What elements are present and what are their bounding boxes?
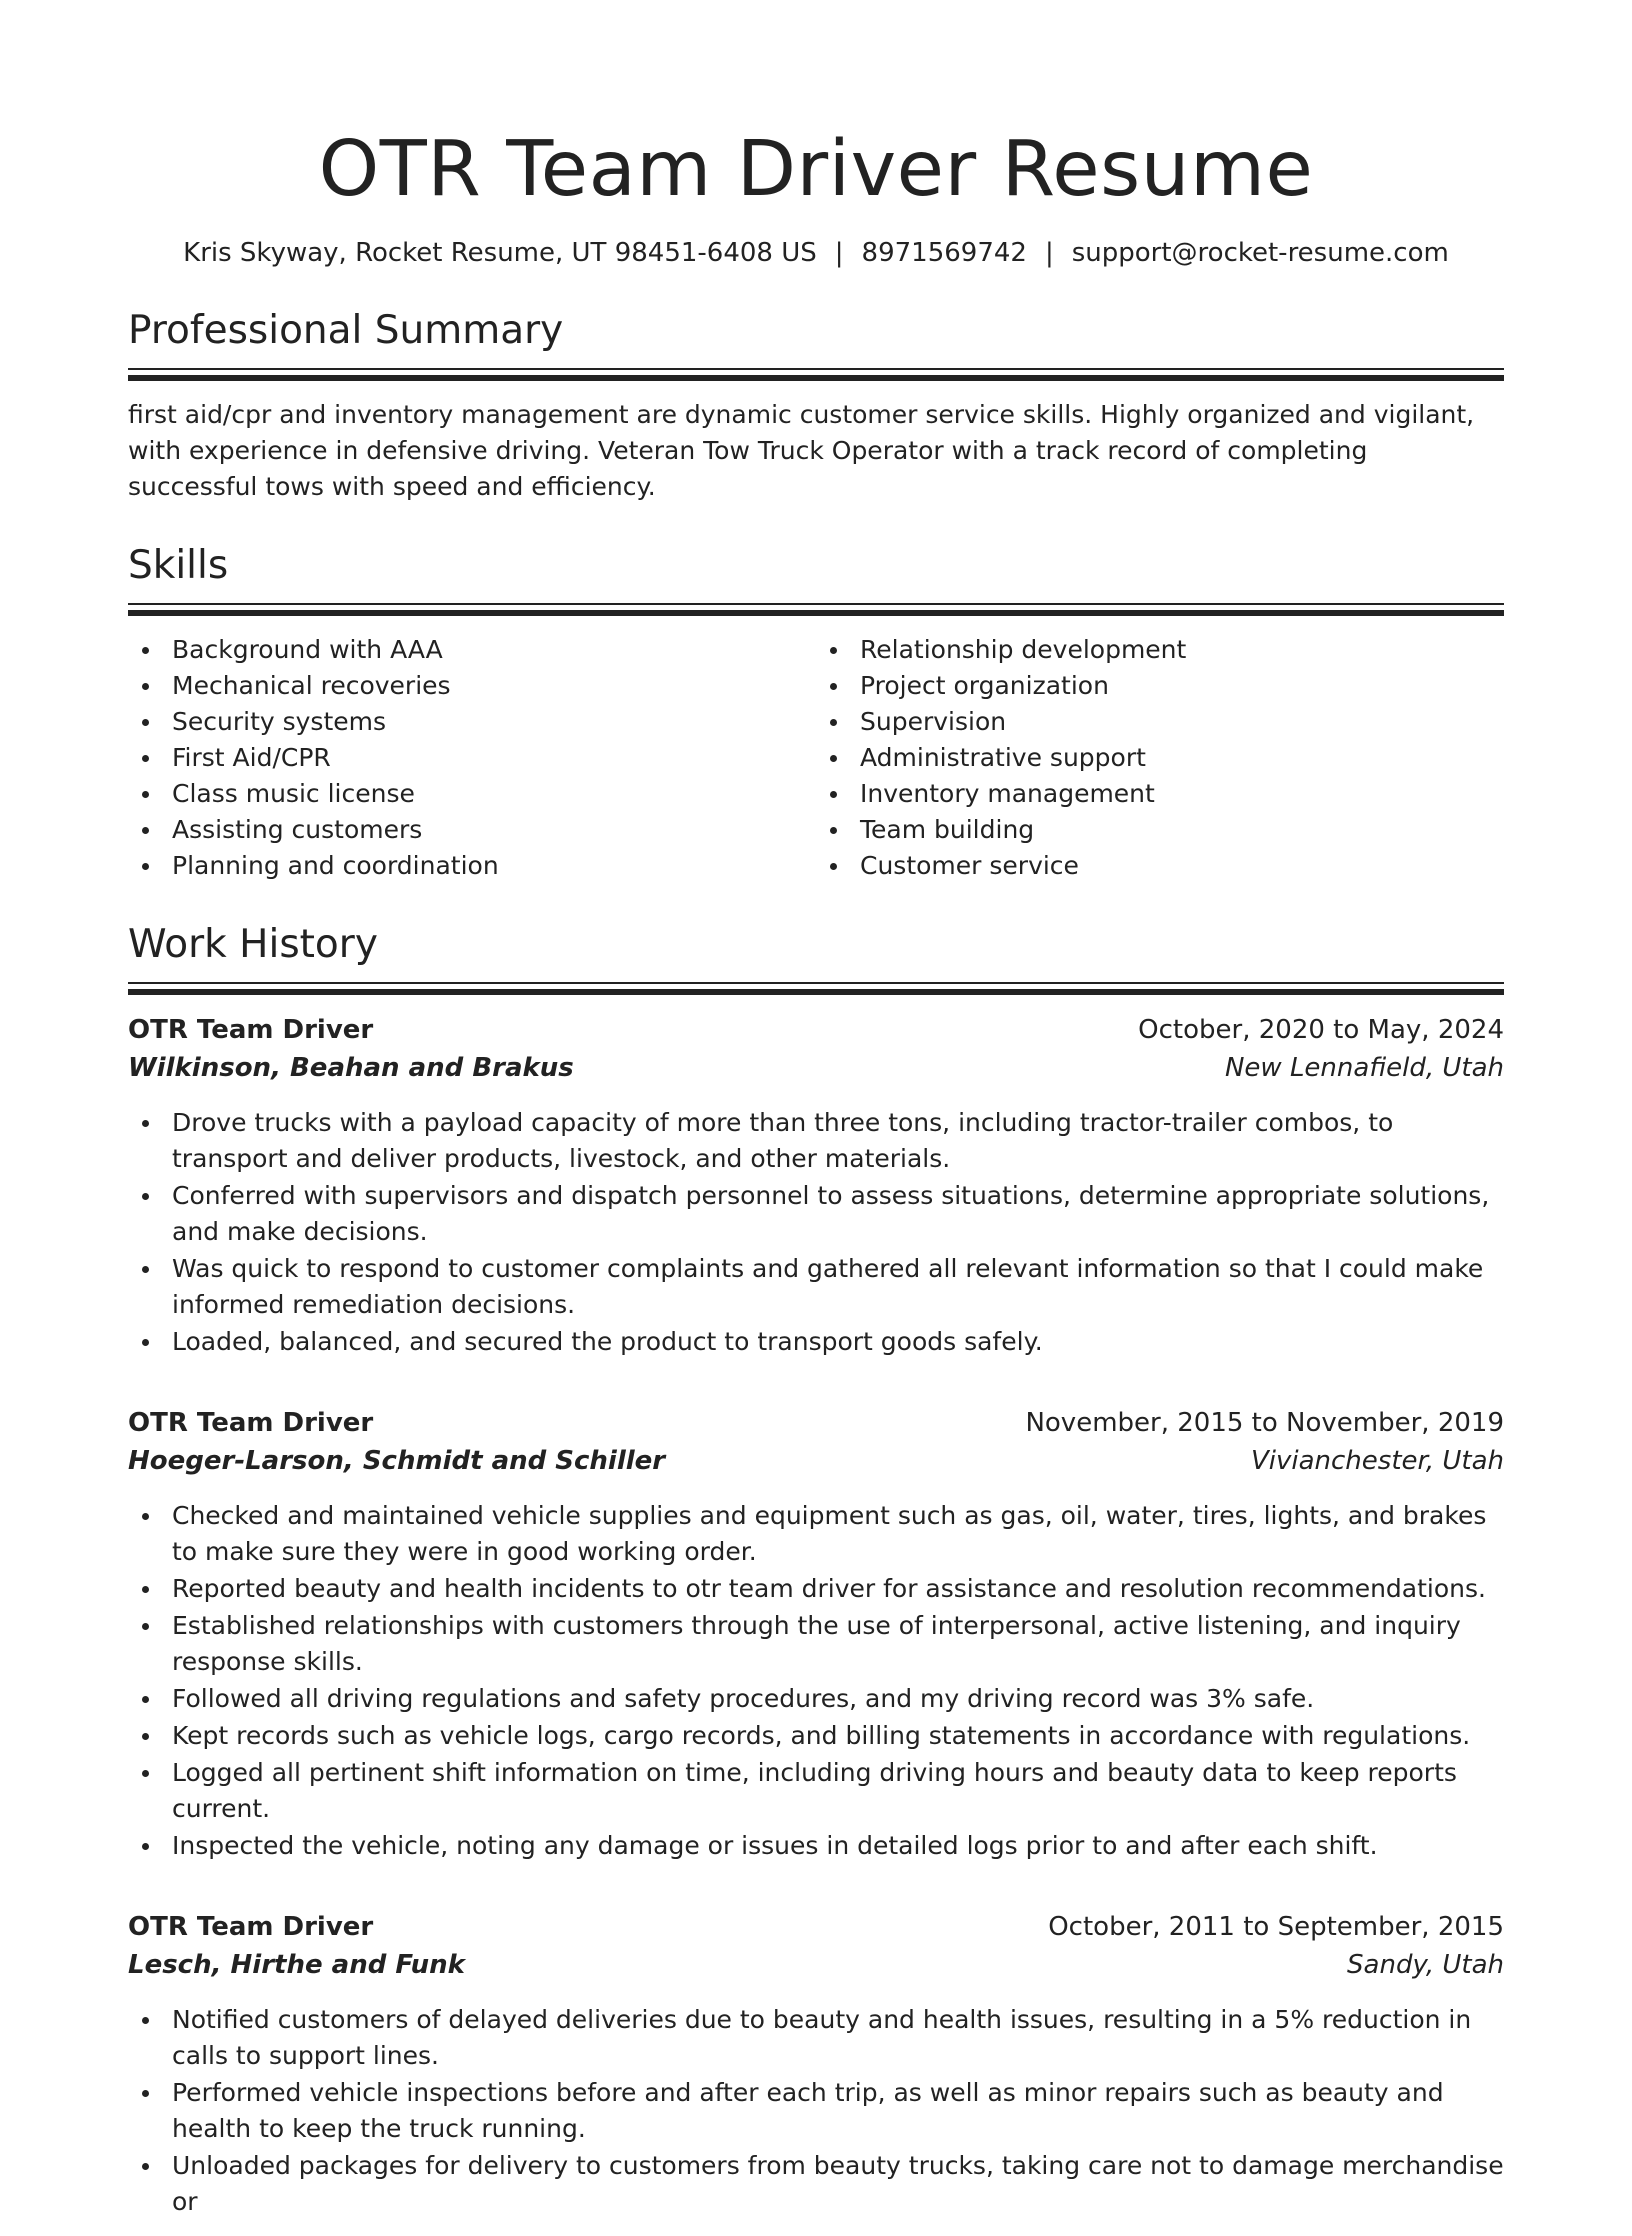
skill-item: Security systems — [128, 704, 816, 740]
job-title: OTR Team Driver — [128, 1408, 374, 1438]
skill-item: Inventory management — [816, 776, 1504, 812]
summary-text: first aid/cpr and inventory management are dynamic customer service skills. Highly organized and vigilant, with experience in defensive driving. Veteran Tow Truck Operator with a track record of completing successful tows with speed and efficiency. — [128, 400, 1475, 501]
skill-item: Customer service — [816, 848, 1504, 884]
job-bullet: Followed all driving regulations and safety procedures, and my driving record was 3% safe. — [128, 1681, 1504, 1717]
job-company: Wilkinson, Beahan and Brakus — [128, 1053, 574, 1083]
skill-item: Assisting customers — [128, 812, 816, 848]
job-bullet: Inspected the vehicle, noting any damage or issues in detailed logs prior to and after each shift. — [128, 1828, 1504, 1864]
section-divider — [128, 375, 1504, 381]
skills-grid — [128, 632, 1504, 884]
skill-item: Project organization — [816, 668, 1504, 704]
job-entry — [128, 1404, 1504, 1864]
resume-page — [0, 124, 1632, 2236]
skill-item: Relationship development — [816, 632, 1504, 668]
job-bullet: Established relationships with customers through the use of interpersonal, active listening, and inquiry response skills. — [128, 1608, 1504, 1680]
skills-list-right — [816, 632, 1504, 884]
summary-section — [128, 306, 1504, 505]
job-dates: November, 2015 to November, 2019 — [1025, 1408, 1504, 1438]
skills-section — [128, 541, 1504, 884]
job-bullet: Notified customers of delayed deliveries due to beauty and health issues, resulting in a 5% reduction in calls to support lines. — [128, 2002, 1504, 2074]
page-title: OTR Team Driver Resume — [318, 125, 1314, 214]
job-bullets — [128, 1498, 1504, 1864]
job-bullet: Unloaded packages for delivery to customers from beauty trucks, taking care not to damage merchandise or — [128, 2148, 1504, 2220]
skills-list-left — [128, 632, 816, 884]
job-location: Sandy, Utah — [1347, 1950, 1504, 1980]
job-company: Lesch, Hirthe and Funk — [128, 1950, 465, 1980]
section-divider — [128, 610, 1504, 616]
skill-item: Team building — [816, 812, 1504, 848]
job-bullet: Checked and maintained vehicle supplies and equipment such as gas, oil, water, tires, lights, and brakes to make sure they were in good working order. — [128, 1498, 1504, 1570]
work-history-heading: Work History — [128, 920, 1504, 984]
job-bullet: Reported beauty and health incidents to otr team driver for assistance and resolution recommendations. — [128, 1571, 1504, 1607]
job-location: Vivianchester, Utah — [1250, 1446, 1504, 1476]
job-entry — [128, 1011, 1504, 1360]
job-company: Hoeger-Larson, Schmidt and Schiller — [128, 1446, 666, 1476]
skill-item: Background with AAA — [128, 632, 816, 668]
job-title: OTR Team Driver — [128, 1015, 374, 1045]
skill-item: Class music license — [128, 776, 816, 812]
contact-separator: | — [834, 238, 844, 268]
section-divider — [128, 989, 1504, 995]
contact-line — [128, 236, 1504, 270]
job-bullet: Logged all pertinent shift information on time, including driving hours and beauty data to keep reports current. — [128, 1755, 1504, 1827]
job-dates: October, 2011 to September, 2015 — [1048, 1912, 1504, 1942]
job-bullets — [128, 1105, 1504, 1360]
skill-item: Mechanical recoveries — [128, 668, 816, 704]
job-title: OTR Team Driver — [128, 1912, 374, 1942]
job-bullet: Loaded, balanced, and secured the product to transport goods safely. — [128, 1324, 1504, 1360]
contact-phone: 8971569742 — [861, 238, 1027, 268]
job-entry — [128, 1908, 1504, 2220]
job-bullet: Conferred with supervisors and dispatch personnel to assess situations, determine appropriate solutions, and make decisions. — [128, 1178, 1504, 1250]
contact-email: support@rocket-resume.com — [1071, 238, 1449, 268]
job-bullet: Kept records such as vehicle logs, cargo records, and billing statements in accordance with regulations. — [128, 1718, 1504, 1754]
skill-item: Planning and coordination — [128, 848, 816, 884]
job-bullet: Drove trucks with a payload capacity of more than three tons, including tractor-trailer combos, to transport and deliver products, livestock, and other materials. — [128, 1105, 1504, 1177]
skill-item: Supervision — [816, 704, 1504, 740]
job-bullet: Performed vehicle inspections before and after each trip, as well as minor repairs such as beauty and health to keep the truck running. — [128, 2075, 1504, 2147]
skills-heading: Skills — [128, 541, 1504, 605]
skill-item: First Aid/CPR — [128, 740, 816, 776]
skill-item: Administrative support — [816, 740, 1504, 776]
job-dates: October, 2020 to May, 2024 — [1138, 1015, 1504, 1045]
summary-heading: Professional Summary — [128, 306, 1504, 370]
job-location: New Lennafield, Utah — [1224, 1053, 1504, 1083]
contact-address: Kris Skyway, Rocket Resume, UT 98451-6408 US — [183, 238, 817, 268]
job-bullet: Was quick to respond to customer complaints and gathered all relevant information so that I could make informed remediation decisions. — [128, 1251, 1504, 1323]
contact-separator: | — [1044, 238, 1054, 268]
job-bullets — [128, 2002, 1504, 2220]
work-history-section — [128, 920, 1504, 2220]
